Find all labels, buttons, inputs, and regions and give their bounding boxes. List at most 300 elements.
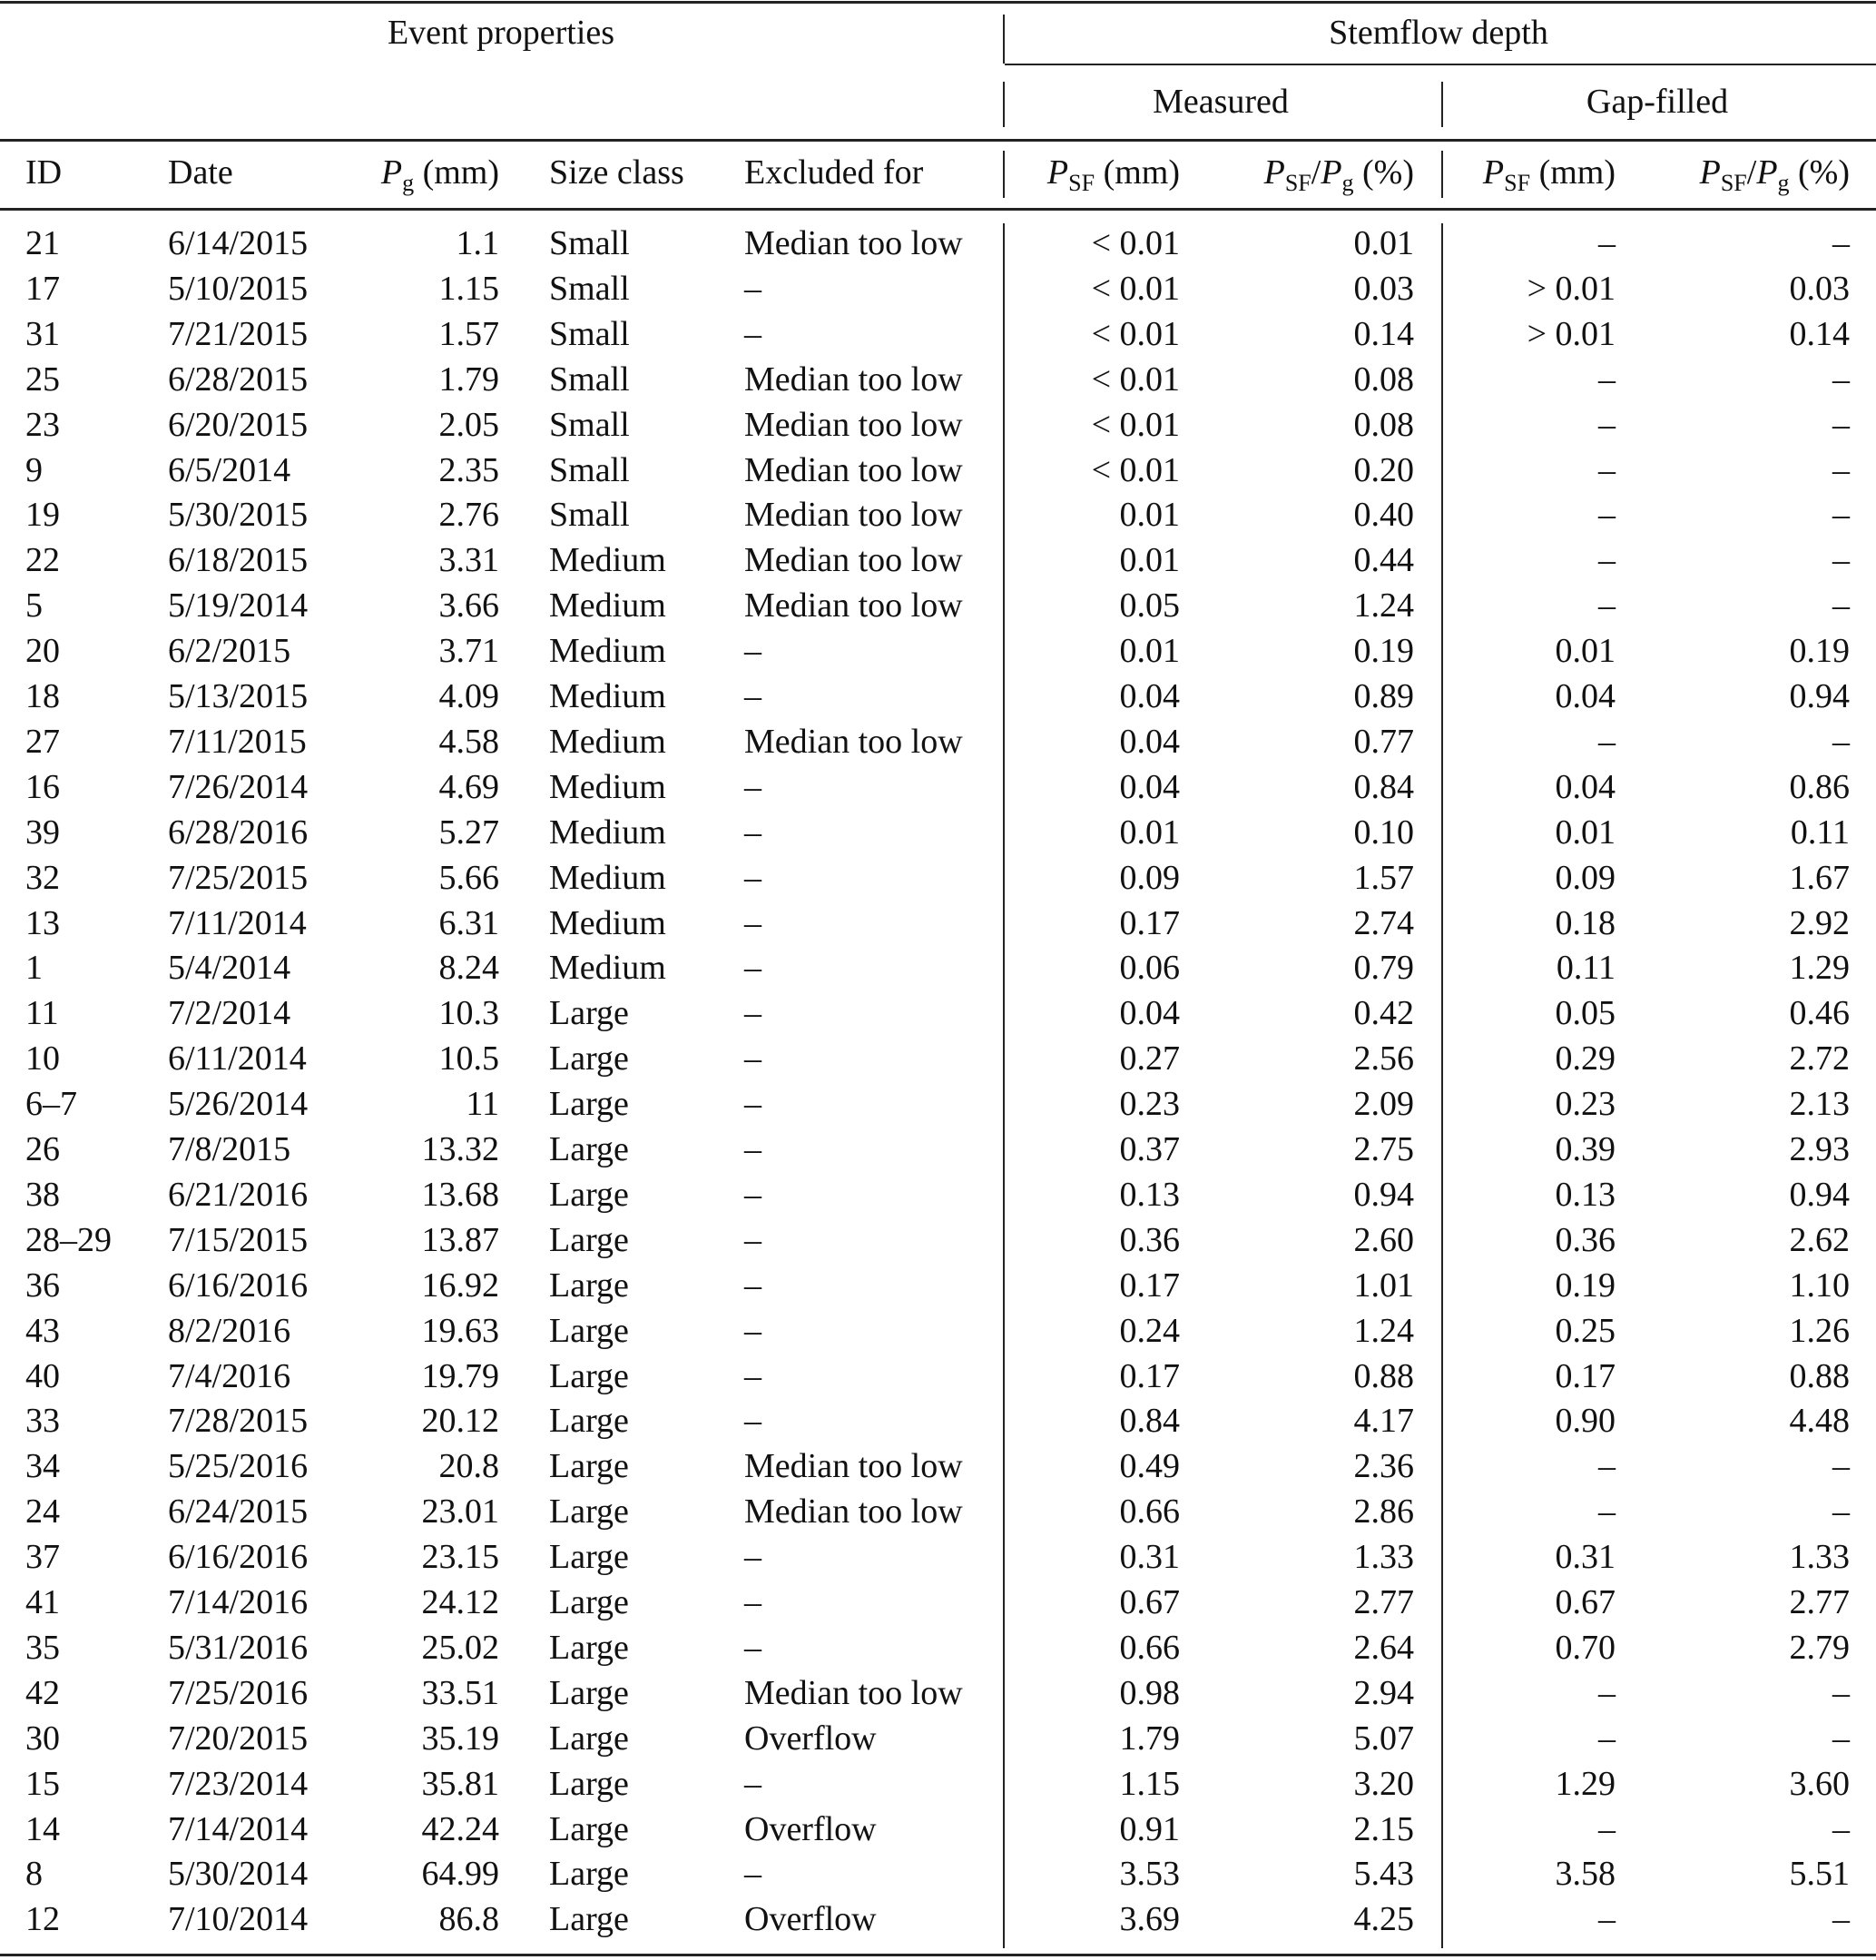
cell-measured-ratio: 1.57 — [1353, 858, 1414, 897]
cell-date: 7/14/2014 — [168, 1809, 309, 1848]
cell-excluded-for: – — [744, 1855, 761, 1894]
ratio-separator: / — [1746, 153, 1757, 192]
cell-measured-psf: 0.91 — [1119, 1809, 1180, 1848]
cell-size-class: Large — [549, 1764, 629, 1803]
cell-gapfilled-ratio: 0.94 — [1789, 1175, 1850, 1214]
table-row — [0, 314, 1876, 354]
cell-size-class: Medium — [549, 586, 666, 625]
divider-measured-gapfilled-1 — [1441, 82, 1443, 127]
cell-gapfilled-ratio: 2.92 — [1789, 903, 1850, 942]
divider-event-stemflow-1 — [1003, 15, 1005, 64]
cell-gapfilled-psf: – — [1598, 224, 1616, 262]
psf-subscript: SF — [1504, 170, 1531, 196]
cell-gapfilled-ratio: 0.94 — [1789, 677, 1850, 715]
cell-id: 36 — [25, 1266, 60, 1305]
cell-date: 7/21/2015 — [168, 314, 309, 353]
table-row — [0, 269, 1876, 309]
cell-excluded-for: – — [744, 677, 761, 715]
table-row — [0, 1084, 1876, 1124]
cell-id: 42 — [25, 1673, 60, 1712]
cell-measured-psf: < 0.01 — [1091, 314, 1180, 353]
cell-gapfilled-ratio: 2.62 — [1789, 1220, 1850, 1259]
cell-gapfilled-psf: 0.19 — [1555, 1266, 1616, 1305]
cell-gapfilled-psf: 0.01 — [1555, 813, 1616, 852]
cell-gapfilled-psf: 0.05 — [1555, 994, 1616, 1033]
cell-size-class: Small — [549, 405, 630, 444]
cell-gapfilled-psf: > 0.01 — [1527, 314, 1616, 353]
cell-gapfilled-psf: 3.58 — [1555, 1855, 1616, 1894]
cell-size-class: Large — [549, 1809, 629, 1848]
cell-pg: 20.8 — [438, 1447, 499, 1486]
cell-measured-ratio: 5.07 — [1353, 1719, 1414, 1758]
cell-excluded-for: – — [744, 858, 761, 897]
cell-gapfilled-ratio: 1.33 — [1789, 1538, 1850, 1577]
cell-pg: 1.1 — [456, 224, 499, 262]
cell-gapfilled-psf: > 0.01 — [1527, 269, 1616, 308]
ratio-separator: / — [1311, 153, 1321, 192]
cell-measured-ratio: 4.17 — [1353, 1402, 1414, 1441]
cell-pg: 2.76 — [438, 496, 499, 535]
col-header-measured-ratio — [1263, 153, 1414, 196]
cell-measured-psf: 0.31 — [1119, 1538, 1180, 1577]
cell-date: 5/26/2014 — [168, 1085, 309, 1124]
cell-size-class: Large — [549, 1266, 629, 1305]
cell-id: 12 — [25, 1900, 60, 1939]
cell-measured-psf: < 0.01 — [1091, 224, 1180, 262]
cell-measured-ratio: 0.89 — [1353, 677, 1414, 715]
cell-id: 17 — [25, 269, 60, 308]
cell-size-class: Large — [549, 1356, 629, 1395]
table-row — [0, 586, 1876, 625]
table-row — [0, 1719, 1876, 1758]
cell-gapfilled-psf: 0.04 — [1555, 767, 1616, 806]
cell-size-class: Small — [549, 496, 630, 535]
psf-subscript: SF — [1068, 170, 1095, 196]
cell-gapfilled-psf: – — [1598, 1492, 1616, 1532]
cell-measured-psf: 0.98 — [1119, 1673, 1180, 1712]
bottom-rule — [0, 1954, 1876, 1956]
cell-date: 5/19/2014 — [168, 586, 309, 625]
table-row — [0, 1854, 1876, 1894]
cell-measured-ratio: 1.33 — [1353, 1538, 1414, 1577]
cell-pg: 1.57 — [438, 314, 499, 353]
cell-pg: 35.81 — [421, 1764, 499, 1803]
cell-id: 31 — [25, 314, 60, 353]
table-row — [0, 1492, 1876, 1532]
cell-id: 6–7 — [25, 1085, 77, 1124]
cell-excluded-for: – — [744, 1085, 761, 1124]
pg-subscript: g — [402, 170, 415, 196]
cell-gapfilled-psf: – — [1598, 496, 1616, 535]
cell-pg: 23.01 — [421, 1492, 499, 1532]
cell-measured-ratio: 2.15 — [1353, 1809, 1414, 1848]
table-row — [0, 767, 1876, 807]
cell-pg: 86.8 — [438, 1900, 499, 1939]
cell-id: 20 — [25, 632, 60, 671]
cell-measured-ratio: 1.24 — [1353, 1311, 1414, 1350]
cell-gapfilled-ratio: 2.13 — [1789, 1085, 1850, 1124]
cell-pg: 13.68 — [421, 1175, 499, 1214]
cell-measured-psf: 1.79 — [1119, 1719, 1180, 1758]
cell-size-class: Medium — [549, 858, 666, 897]
cell-gapfilled-psf: 0.01 — [1555, 632, 1616, 671]
table-row — [0, 813, 1876, 852]
cell-size-class: Small — [549, 450, 630, 489]
cell-measured-psf: < 0.01 — [1091, 405, 1180, 444]
cell-date: 5/4/2014 — [168, 949, 291, 988]
cell-measured-psf: 0.23 — [1119, 1085, 1180, 1124]
cell-pg: 5.66 — [438, 858, 499, 897]
cell-measured-ratio: 2.77 — [1353, 1583, 1414, 1621]
cell-pg: 42.24 — [421, 1809, 499, 1848]
table-row — [0, 223, 1876, 263]
ratio-den-symbol: P — [1756, 153, 1778, 192]
cell-id: 15 — [25, 1764, 60, 1803]
cell-excluded-for: – — [744, 1039, 761, 1078]
cell-date: 6/28/2015 — [168, 359, 309, 399]
cell-pg: 5.27 — [438, 813, 499, 852]
cell-date: 6/16/2016 — [168, 1538, 309, 1577]
cell-id: 16 — [25, 767, 60, 806]
cell-size-class: Small — [549, 269, 630, 308]
cell-measured-psf: < 0.01 — [1091, 269, 1180, 308]
psf-unit: (mm) — [1530, 153, 1616, 192]
cell-gapfilled-psf: – — [1598, 1673, 1616, 1712]
cell-size-class: Medium — [549, 632, 666, 671]
cell-date: 6/21/2016 — [168, 1175, 309, 1214]
cell-gapfilled-ratio: 5.51 — [1789, 1855, 1850, 1894]
cell-gapfilled-ratio: – — [1832, 586, 1850, 625]
table-row — [0, 903, 1876, 943]
cell-measured-psf: 1.15 — [1119, 1764, 1180, 1803]
cell-gapfilled-psf: – — [1598, 1447, 1616, 1486]
cell-size-class: Large — [549, 1402, 629, 1441]
cell-gapfilled-psf: – — [1598, 722, 1616, 761]
cell-gapfilled-ratio: – — [1832, 450, 1850, 489]
cell-id: 11 — [25, 994, 59, 1033]
cell-date: 6/11/2014 — [168, 1039, 307, 1078]
cell-gapfilled-ratio: 1.10 — [1789, 1266, 1850, 1305]
cell-size-class: Large — [549, 1583, 629, 1621]
cell-measured-ratio: 2.36 — [1353, 1447, 1414, 1486]
cell-gapfilled-psf: – — [1598, 450, 1616, 489]
cell-size-class: Large — [549, 1900, 629, 1939]
cell-measured-psf: 0.17 — [1119, 1266, 1180, 1305]
cell-excluded-for: Median too low — [744, 541, 963, 580]
cell-excluded-for: Median too low — [744, 1673, 963, 1712]
cell-id: 24 — [25, 1492, 60, 1532]
cell-gapfilled-psf: – — [1598, 1809, 1616, 1848]
cell-gapfilled-psf: – — [1598, 586, 1616, 625]
cell-gapfilled-ratio: 2.79 — [1789, 1628, 1850, 1667]
col-header-pg — [380, 153, 499, 196]
cell-date: 7/11/2015 — [168, 722, 307, 761]
cell-gapfilled-ratio: 0.19 — [1789, 632, 1850, 671]
cell-date: 7/20/2015 — [168, 1719, 309, 1758]
cell-gapfilled-ratio: 4.48 — [1789, 1402, 1850, 1441]
cell-measured-psf: 0.04 — [1119, 677, 1180, 715]
cell-pg: 19.79 — [421, 1356, 499, 1395]
col-header-gapfilled-ratio — [1699, 153, 1850, 196]
cell-excluded-for: – — [744, 1311, 761, 1350]
table-row — [0, 1809, 1876, 1849]
table-row — [0, 1537, 1876, 1577]
cell-pg: 2.05 — [438, 405, 499, 444]
table-row — [0, 1266, 1876, 1305]
cell-date: 7/25/2016 — [168, 1673, 309, 1712]
ratio-num-symbol: P — [1699, 153, 1721, 192]
col-header-gapfilled-psf — [1482, 153, 1616, 196]
cell-gapfilled-ratio: 2.93 — [1789, 1130, 1850, 1168]
cell-pg: 19.63 — [421, 1311, 499, 1350]
cell-measured-psf: 0.37 — [1119, 1130, 1180, 1168]
cell-gapfilled-ratio: 0.46 — [1789, 994, 1850, 1033]
cell-pg: 23.15 — [421, 1538, 499, 1577]
cell-gapfilled-psf: 0.67 — [1555, 1583, 1616, 1621]
group-header-stemflow-depth: Stemflow depth — [1329, 14, 1548, 52]
cell-date: 7/28/2015 — [168, 1402, 309, 1441]
cell-measured-psf: 0.49 — [1119, 1447, 1180, 1486]
cell-size-class: Large — [549, 1719, 629, 1758]
cell-gapfilled-ratio: – — [1832, 1900, 1850, 1939]
cell-pg: 11 — [466, 1085, 499, 1124]
cell-gapfilled-ratio: – — [1832, 541, 1850, 580]
cell-measured-psf: 0.04 — [1119, 767, 1180, 806]
cell-id: 39 — [25, 813, 60, 852]
cell-excluded-for: Median too low — [744, 405, 963, 444]
cell-pg: 4.09 — [438, 677, 499, 715]
cell-id: 41 — [25, 1583, 60, 1621]
cell-id: 27 — [25, 722, 60, 761]
table-row — [0, 359, 1876, 399]
cell-gapfilled-psf: 0.09 — [1555, 858, 1616, 897]
cell-gapfilled-psf: – — [1598, 405, 1616, 444]
cell-gapfilled-psf: 0.39 — [1555, 1130, 1616, 1168]
cell-measured-ratio: 2.75 — [1353, 1130, 1414, 1168]
cell-gapfilled-psf: 0.25 — [1555, 1311, 1616, 1350]
cell-id: 35 — [25, 1628, 60, 1667]
cell-pg: 25.02 — [421, 1628, 499, 1667]
cell-measured-psf: < 0.01 — [1091, 359, 1180, 399]
cell-gapfilled-psf: – — [1598, 359, 1616, 399]
cell-gapfilled-ratio: – — [1832, 405, 1850, 444]
cell-excluded-for: – — [744, 1402, 761, 1441]
table-row — [0, 1401, 1876, 1441]
table-row — [0, 450, 1876, 490]
cell-measured-psf: 0.01 — [1119, 496, 1180, 535]
cell-excluded-for: – — [744, 1175, 761, 1214]
cell-id: 5 — [25, 586, 43, 625]
cell-size-class: Large — [549, 1311, 629, 1350]
table-row — [0, 993, 1876, 1033]
cell-excluded-for: – — [744, 767, 761, 806]
cell-excluded-for: – — [744, 1356, 761, 1395]
cell-measured-psf: 0.13 — [1119, 1175, 1180, 1214]
table-row — [0, 1673, 1876, 1713]
cell-id: 9 — [25, 450, 43, 489]
psf-symbol: P — [1046, 153, 1069, 192]
cell-excluded-for: Median too low — [744, 496, 963, 535]
cell-id: 32 — [25, 858, 60, 897]
divider-event-stemflow-2 — [1003, 82, 1005, 127]
cell-size-class: Medium — [549, 903, 666, 942]
col-header-date: Date — [168, 153, 233, 192]
cell-date: 6/2/2015 — [168, 632, 291, 671]
table-row — [0, 1628, 1876, 1668]
cell-pg: 24.12 — [421, 1583, 499, 1621]
cell-size-class: Medium — [549, 677, 666, 715]
col-header-measured-psf — [1046, 153, 1180, 196]
cell-measured-ratio: 0.42 — [1353, 994, 1414, 1033]
cell-pg: 16.92 — [421, 1266, 499, 1305]
cell-id: 33 — [25, 1402, 60, 1441]
cell-gapfilled-psf: – — [1598, 1900, 1616, 1939]
stemflow-underline — [1005, 64, 1876, 65]
cell-date: 8/2/2016 — [168, 1311, 291, 1350]
cell-measured-ratio: 2.94 — [1353, 1673, 1414, 1712]
cell-excluded-for: – — [744, 1220, 761, 1259]
cell-id: 37 — [25, 1538, 60, 1577]
cell-size-class: Medium — [549, 767, 666, 806]
cell-gapfilled-psf: 0.90 — [1555, 1402, 1616, 1441]
cell-pg: 3.71 — [438, 632, 499, 671]
cell-measured-ratio: 1.24 — [1353, 586, 1414, 625]
cell-size-class: Large — [549, 1085, 629, 1124]
cell-date: 7/23/2014 — [168, 1764, 309, 1803]
cell-measured-ratio: 2.09 — [1353, 1085, 1414, 1124]
cell-gapfilled-psf: 0.70 — [1555, 1628, 1616, 1667]
table-row — [0, 631, 1876, 671]
cell-excluded-for: – — [744, 269, 761, 308]
cell-id: 18 — [25, 677, 60, 715]
cell-size-class: Large — [549, 1538, 629, 1577]
table-row — [0, 1446, 1876, 1486]
psf-symbol: P — [1482, 153, 1505, 192]
cell-pg: 3.66 — [438, 586, 499, 625]
cell-id: 26 — [25, 1130, 60, 1168]
cell-date: 6/14/2015 — [168, 224, 309, 262]
cell-id: 22 — [25, 541, 60, 580]
cell-size-class: Small — [549, 224, 630, 262]
cell-size-class: Large — [549, 1220, 629, 1259]
cell-id: 21 — [25, 224, 60, 262]
table-row — [0, 405, 1876, 445]
cell-excluded-for: Median too low — [744, 722, 963, 761]
ratio-unit: (%) — [1789, 153, 1850, 192]
cell-measured-psf: < 0.01 — [1091, 450, 1180, 489]
table-row — [0, 722, 1876, 762]
cell-date: 7/11/2014 — [168, 903, 307, 942]
cell-gapfilled-ratio: 1.26 — [1789, 1311, 1850, 1350]
cell-id: 19 — [25, 496, 60, 535]
cell-gapfilled-psf: 0.11 — [1556, 949, 1616, 988]
cell-measured-ratio: 0.94 — [1353, 1175, 1414, 1214]
cell-measured-psf: 0.01 — [1119, 541, 1180, 580]
cell-excluded-for: Median too low — [744, 1447, 963, 1486]
col-header-id: ID — [25, 153, 63, 192]
pg-symbol: P — [380, 153, 403, 192]
cell-date: 6/18/2015 — [168, 541, 309, 580]
cell-pg: 10.3 — [438, 994, 499, 1033]
cell-gapfilled-ratio: 2.72 — [1789, 1039, 1850, 1078]
cell-measured-ratio: 0.88 — [1353, 1356, 1414, 1395]
table-row — [0, 1175, 1876, 1215]
cell-measured-psf: 0.67 — [1119, 1583, 1180, 1621]
cell-id: 40 — [25, 1356, 60, 1395]
divider-event-stemflow-3 — [1003, 151, 1005, 198]
cell-id: 14 — [25, 1809, 60, 1848]
cell-excluded-for: – — [744, 903, 761, 942]
cell-id: 28–29 — [25, 1220, 112, 1259]
table-row — [0, 1220, 1876, 1260]
cell-measured-ratio: 2.86 — [1353, 1492, 1414, 1532]
cell-id: 8 — [25, 1855, 43, 1894]
cell-pg: 8.24 — [438, 949, 499, 988]
cell-gapfilled-psf: – — [1598, 1719, 1616, 1758]
cell-gapfilled-ratio: – — [1832, 359, 1850, 399]
cell-measured-ratio: 1.01 — [1353, 1266, 1414, 1305]
ratio-num-subscript: SF — [1720, 170, 1747, 196]
cell-measured-ratio: 0.84 — [1353, 767, 1414, 806]
cell-measured-ratio: 2.60 — [1353, 1220, 1414, 1259]
cell-date: 6/16/2016 — [168, 1266, 309, 1305]
table-row — [0, 676, 1876, 716]
cell-gapfilled-psf: 0.23 — [1555, 1085, 1616, 1124]
cell-excluded-for: – — [744, 1628, 761, 1667]
cell-measured-psf: 0.24 — [1119, 1311, 1180, 1350]
table-row — [0, 1582, 1876, 1622]
table-row — [0, 1039, 1876, 1078]
cell-measured-psf: 0.27 — [1119, 1039, 1180, 1078]
cell-gapfilled-psf: 0.31 — [1555, 1538, 1616, 1577]
cell-excluded-for: Median too low — [744, 586, 963, 625]
cell-measured-ratio: 2.64 — [1353, 1628, 1414, 1667]
psf-unit: (mm) — [1095, 153, 1180, 192]
cell-size-class: Large — [549, 994, 629, 1033]
cell-size-class: Large — [549, 1447, 629, 1486]
table-row — [0, 1311, 1876, 1351]
cell-gapfilled-ratio: – — [1832, 1447, 1850, 1486]
cell-excluded-for: Overflow — [744, 1900, 877, 1939]
cell-size-class: Small — [549, 359, 630, 399]
cell-size-class: Large — [549, 1492, 629, 1532]
cell-measured-ratio: 2.56 — [1353, 1039, 1414, 1078]
cell-size-class: Medium — [549, 813, 666, 852]
cell-pg: 20.12 — [421, 1402, 499, 1441]
cell-size-class: Large — [549, 1130, 629, 1168]
cell-date: 7/2/2014 — [168, 994, 291, 1033]
cell-excluded-for: – — [744, 1764, 761, 1803]
cell-gapfilled-ratio: – — [1832, 1809, 1850, 1848]
cell-gapfilled-ratio: 0.14 — [1789, 314, 1850, 353]
cell-date: 7/4/2016 — [168, 1356, 291, 1395]
cell-excluded-for: – — [744, 1266, 761, 1305]
cell-measured-ratio: 4.25 — [1353, 1900, 1414, 1939]
table-row — [0, 1129, 1876, 1169]
cell-measured-ratio: 0.10 — [1353, 813, 1414, 852]
cell-size-class: Large — [549, 1673, 629, 1712]
cell-measured-psf: 0.66 — [1119, 1628, 1180, 1667]
subgroup-header-gap-filled: Gap-filled — [1586, 83, 1729, 121]
cell-gapfilled-psf: 0.04 — [1555, 677, 1616, 715]
cell-date: 7/10/2014 — [168, 1900, 309, 1939]
cell-gapfilled-psf: 0.13 — [1555, 1175, 1616, 1214]
cell-excluded-for: – — [744, 1583, 761, 1621]
cell-date: 5/13/2015 — [168, 677, 309, 715]
table-row — [0, 540, 1876, 580]
cell-id: 13 — [25, 903, 60, 942]
cell-gapfilled-ratio: 0.88 — [1789, 1356, 1850, 1395]
